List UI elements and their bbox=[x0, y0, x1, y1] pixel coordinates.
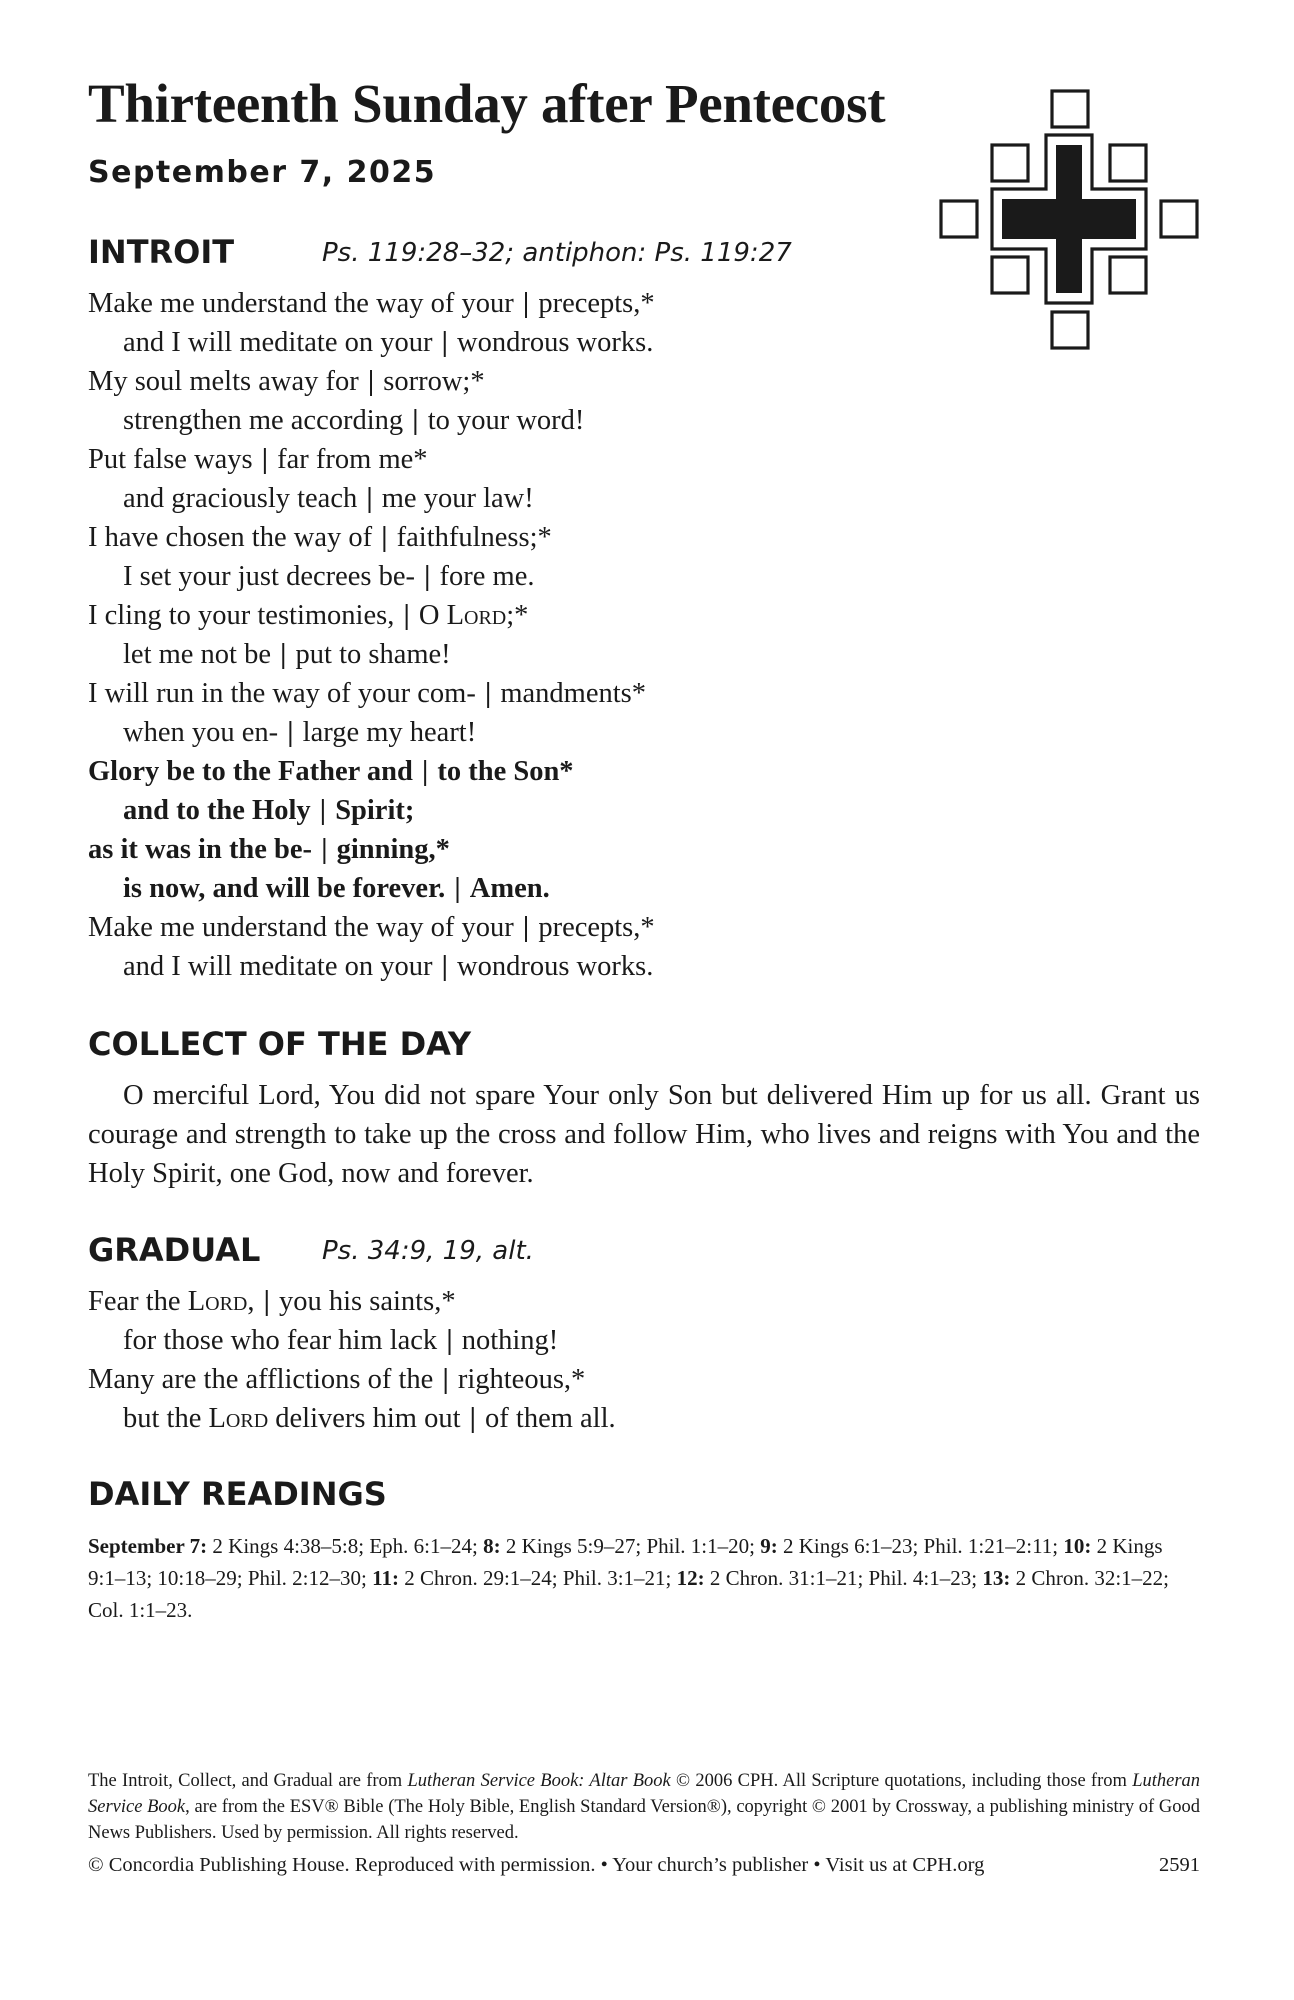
psalm-line-second-half: me your law! bbox=[381, 483, 534, 514]
psalm-line-first-half: Many are the afflictions of the bbox=[88, 1364, 434, 1395]
psalm-line bbox=[88, 440, 1198, 479]
psalm-line bbox=[88, 869, 1198, 908]
pointing-bar: | bbox=[435, 1364, 456, 1395]
psalm-line-first-half: and I will meditate on your bbox=[123, 951, 433, 982]
psalm-line-first-half: and to the Holy bbox=[123, 795, 311, 826]
psalm-line-first-half: I set your just decrees be- bbox=[123, 561, 416, 592]
page-title: Thirteenth Sunday after Pentecost bbox=[88, 73, 886, 134]
psalm-line-second-half: fore me. bbox=[439, 561, 535, 592]
pointing-bar: | bbox=[256, 1286, 278, 1317]
credits-book-2: Lutheran Service Book bbox=[88, 1771, 1201, 1817]
reading-day: 8: bbox=[483, 1534, 501, 1558]
psalm-line bbox=[88, 479, 1198, 518]
reading-day: 9: bbox=[760, 1534, 778, 1558]
psalm-line-first-half: Put false ways bbox=[88, 444, 253, 475]
service-date: September 7, 2025 bbox=[88, 155, 437, 190]
psalm-line-second-half: put to shame! bbox=[295, 639, 451, 670]
reading-day: September 7: bbox=[88, 1534, 208, 1558]
pointing-bar: | bbox=[280, 717, 301, 748]
psalm-line bbox=[88, 1282, 1198, 1321]
credits-text-3: , are from the ESV® Bible (The Holy Bible, English Standard Version®), copyright © 2001 by Crossway, a publishing ministry of Good News Publishers. Used by permission. All rights reserved. bbox=[88, 1797, 1200, 1843]
pointing-bar: | bbox=[405, 405, 426, 436]
psalm-line bbox=[88, 830, 1198, 869]
psalm-line-second-half: O Lord;* bbox=[418, 600, 529, 631]
footer-text: © Concordia Publishing House. Reproduced with permission. • Your church’s publisher • Visit us at CPH.org bbox=[88, 1854, 985, 1876]
psalm-line-second-half: mandments* bbox=[500, 678, 647, 709]
copyright-credits bbox=[88, 1768, 1200, 1846]
page-number: 2591 bbox=[1159, 1854, 1200, 1876]
credits-text-1: The Introit, Collect, and Gradual are from bbox=[88, 1771, 403, 1791]
psalm-line-first-half: and graciously teach bbox=[123, 483, 358, 514]
psalm-line-first-half: let me not be bbox=[123, 639, 271, 670]
pointing-bar: | bbox=[477, 678, 499, 709]
credits-book-1: Lutheran Service Book: Altar Book bbox=[407, 1771, 671, 1791]
pointing-bar: | bbox=[434, 951, 455, 982]
psalm-line-first-half: strengthen me according bbox=[123, 405, 404, 436]
psalm-line-first-half: Make me understand the way of your bbox=[88, 288, 514, 319]
psalm-line bbox=[88, 752, 1198, 791]
reading-refs: 2 Chron. 29:1–24; Phil. 3:1–21; bbox=[398, 1566, 677, 1590]
gradual-heading: GRADUAL bbox=[88, 1231, 261, 1269]
psalm-line-second-half: wondrous works. bbox=[457, 951, 654, 982]
pointing-bar: | bbox=[359, 483, 380, 514]
reading-refs: 2 Kings 6:1–23; Phil. 1:21–2:11; bbox=[777, 1534, 1064, 1558]
reading-refs: 2 Kings 9:1–13; 10:18–29; Phil. 2:12–30; bbox=[88, 1534, 1163, 1590]
psalm-line-second-half: righteous,* bbox=[457, 1364, 586, 1395]
psalm-line bbox=[88, 596, 1198, 635]
psalm-line bbox=[88, 323, 1198, 362]
daily-readings-list bbox=[88, 1530, 1200, 1626]
pointing-bar: | bbox=[314, 834, 335, 865]
reading-refs: 2 Chron. 32:1–22; Col. 1:1–23. bbox=[88, 1566, 1169, 1622]
psalm-line-second-half: large my heart! bbox=[302, 717, 477, 748]
psalm-line-first-half: I have chosen the way of bbox=[88, 522, 373, 553]
pointing-bar: | bbox=[312, 795, 334, 826]
reading-day: 13: bbox=[982, 1566, 1011, 1590]
pointing-bar: | bbox=[374, 522, 395, 553]
psalm-line-second-half: Amen. bbox=[469, 873, 550, 904]
psalm-line-second-half: precepts,* bbox=[538, 288, 655, 319]
gradual-psalm bbox=[88, 1282, 1198, 1438]
psalm-line bbox=[88, 557, 1198, 596]
daily-readings-heading: DAILY READINGS bbox=[88, 1475, 387, 1513]
introit-psalm bbox=[88, 284, 1198, 986]
pointing-bar: | bbox=[434, 327, 455, 358]
introit-reference: Ps. 119:28–32; antiphon: Ps. 119:27 bbox=[322, 238, 792, 268]
psalm-line-first-half: My soul melts away for bbox=[88, 366, 359, 397]
pointing-bar: | bbox=[462, 1403, 484, 1434]
psalm-line-second-half: ginning,* bbox=[336, 834, 450, 865]
pointing-bar: | bbox=[273, 639, 294, 670]
psalm-line-first-half: but the Lord delivers him out bbox=[123, 1403, 461, 1434]
psalm-line-first-half: for those who fear him lack bbox=[123, 1325, 438, 1356]
lord-small-caps: Lord bbox=[446, 600, 507, 631]
psalm-line-first-half: and I will meditate on your bbox=[123, 327, 433, 358]
psalm-line-first-half: I cling to your testimonies, bbox=[88, 600, 395, 631]
lord-small-caps: Lord bbox=[208, 1403, 269, 1434]
reading-refs: 2 Kings 5:9–27; Phil. 1:1–20; bbox=[500, 1534, 761, 1558]
gradual-reference: Ps. 34:9, 19, alt. bbox=[322, 1236, 534, 1266]
psalm-line-second-half: Spirit; bbox=[335, 795, 415, 826]
collect-heading: COLLECT OF THE DAY bbox=[88, 1025, 472, 1063]
reading-day: 11: bbox=[372, 1566, 399, 1590]
pointing-bar: | bbox=[515, 912, 537, 943]
reading-refs: 2 Kings 4:38–5:8; Eph. 6:1–24; bbox=[207, 1534, 484, 1558]
lord-small-caps: Lord bbox=[187, 1286, 248, 1317]
pointing-bar: | bbox=[254, 444, 276, 475]
pointing-bar: | bbox=[439, 1325, 460, 1356]
psalm-line bbox=[88, 362, 1198, 401]
psalm-line bbox=[88, 401, 1198, 440]
reading-refs: 2 Chron. 31:1–21; Phil. 4:1–23; bbox=[704, 1566, 983, 1590]
pointing-bar: | bbox=[396, 600, 417, 631]
collect-text: O merciful Lord, You did not spare Your only Son but delivered Him up for us all. Grant us courage and strength to take up the cross and follow Him, who lives and reigns with You and the Holy Spirit, one God, now and forever. bbox=[88, 1080, 1200, 1189]
pointing-bar: | bbox=[360, 366, 382, 397]
psalm-line-second-half: you his saints,* bbox=[279, 1286, 456, 1317]
psalm-line-second-half: to your word! bbox=[427, 405, 585, 436]
psalm-line-second-half: wondrous works. bbox=[457, 327, 654, 358]
psalm-line-second-half: sorrow;* bbox=[383, 366, 485, 397]
psalm-line bbox=[88, 518, 1198, 557]
psalm-line-first-half: as it was in the be- bbox=[88, 834, 313, 865]
psalm-line-second-half: far from me* bbox=[277, 444, 428, 475]
reading-day: 10: bbox=[1063, 1534, 1092, 1558]
pointing-bar: | bbox=[447, 873, 468, 904]
psalm-line bbox=[88, 635, 1198, 674]
psalm-line bbox=[88, 908, 1198, 947]
psalm-line bbox=[88, 284, 1198, 323]
psalm-line bbox=[88, 947, 1198, 986]
psalm-line-second-half: nothing! bbox=[461, 1325, 559, 1356]
psalm-line-second-half: of them all. bbox=[485, 1403, 616, 1434]
psalm-line bbox=[88, 1360, 1198, 1399]
psalm-line-first-half: Glory be to the Father and bbox=[88, 756, 413, 787]
psalm-line-second-half: faithfulness;* bbox=[396, 522, 552, 553]
psalm-line bbox=[88, 713, 1198, 752]
reading-day: 12: bbox=[676, 1566, 705, 1590]
psalm-line-second-half: to the Son* bbox=[437, 756, 574, 787]
psalm-line-first-half: I will run in the way of your com- bbox=[88, 678, 476, 709]
psalm-line bbox=[88, 1399, 1198, 1438]
psalm-line bbox=[88, 674, 1198, 713]
introit-heading: INTROIT bbox=[88, 233, 235, 271]
pointing-bar: | bbox=[414, 756, 436, 787]
psalm-line-first-half: is now, and will be forever. bbox=[123, 873, 446, 904]
psalm-line-second-half: precepts,* bbox=[538, 912, 655, 943]
psalm-line-first-half: when you en- bbox=[123, 717, 279, 748]
psalm-line-first-half: Fear the Lord, bbox=[88, 1286, 255, 1317]
psalm-line-first-half: Make me understand the way of your bbox=[88, 912, 514, 943]
psalm-line bbox=[88, 791, 1198, 830]
pointing-bar: | bbox=[417, 561, 438, 592]
page-footer bbox=[88, 1852, 1200, 1878]
pointing-bar: | bbox=[515, 288, 537, 319]
credits-text-2: © 2006 CPH. All Scripture quotations, including those from bbox=[676, 1771, 1127, 1791]
psalm-line bbox=[88, 1321, 1198, 1360]
